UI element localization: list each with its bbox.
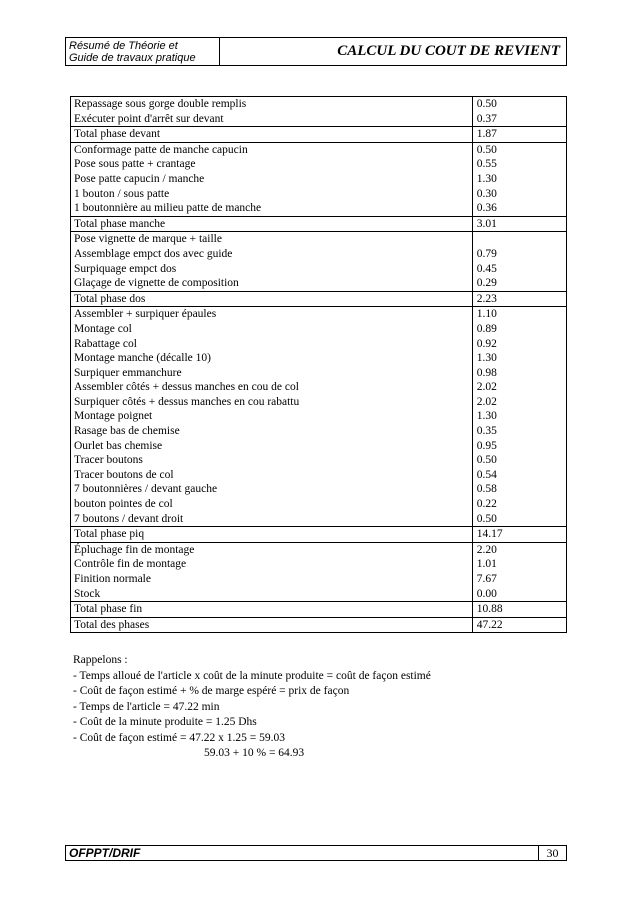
header-left-box bbox=[66, 38, 220, 65]
phase-total-label-cell bbox=[71, 291, 473, 307]
operation-time: 0.89 bbox=[476, 322, 497, 335]
operations-group-row bbox=[71, 142, 567, 216]
phase-total-value-cell bbox=[472, 602, 566, 618]
operation-label: Rabattage col bbox=[74, 337, 137, 350]
operation-label: 1 bouton / sous patte bbox=[74, 187, 170, 200]
operation-label: Exécuter point d'arrêt sur devant bbox=[74, 112, 224, 125]
operation-labels-cell bbox=[71, 97, 473, 127]
operation-label: Stock bbox=[74, 587, 101, 600]
operation-label: Épluchage fin de montage bbox=[74, 543, 195, 556]
operation-label: Contrôle fin de montage bbox=[74, 558, 187, 571]
phase-total-label: Total phase piq bbox=[74, 528, 145, 541]
operation-time: 0.37 bbox=[476, 112, 497, 125]
header-subtitle-line1: Résumé de Théorie et bbox=[69, 40, 178, 52]
operation-label: Montage poignet bbox=[74, 410, 153, 423]
operation-label: Pose vignette de marque + taille bbox=[74, 233, 222, 246]
phase-total-label-cell bbox=[71, 602, 473, 618]
operation-time: 0.58 bbox=[476, 483, 497, 496]
operation-time: 2.02 bbox=[476, 381, 497, 394]
operation-time: 0.35 bbox=[476, 425, 497, 438]
operation-label: Tracer boutons de col bbox=[74, 468, 174, 481]
footer-organization: OFPPT/DRIF bbox=[69, 846, 141, 860]
operation-label: Assemblage empct dos avec guide bbox=[74, 247, 233, 260]
operation-label: Glaçage de vignette de composition bbox=[74, 277, 239, 290]
operation-label: Repassage sous gorge double remplis bbox=[74, 98, 247, 110]
operation-label: Montage manche (décalle 10) bbox=[74, 352, 211, 365]
operations-group-row bbox=[71, 232, 567, 291]
header-subtitle-line2: Guide de travaux pratique bbox=[69, 52, 196, 64]
operation-label: Montage col bbox=[74, 322, 132, 335]
grand-total-row bbox=[71, 617, 567, 633]
phase-total-row bbox=[71, 291, 567, 307]
notes-calculation-line: 59.03 + 10 % = 64.93 bbox=[204, 747, 305, 759]
operation-time: 0.79 bbox=[476, 247, 497, 260]
phase-total-value-cell bbox=[472, 216, 566, 232]
operation-time: 0.54 bbox=[476, 468, 497, 481]
operation-labels-cell bbox=[71, 307, 473, 527]
phase-total-row bbox=[71, 216, 567, 232]
operation-time: 0.30 bbox=[476, 187, 497, 200]
phase-total-row bbox=[71, 602, 567, 618]
operation-values-cell bbox=[472, 142, 566, 216]
operation-label: Ourlet bas chemise bbox=[74, 439, 163, 452]
operation-time: 0.50 bbox=[476, 454, 497, 467]
operation-time: 0.55 bbox=[476, 158, 497, 171]
header-title: CALCUL DU COUT DE REVIENT bbox=[337, 43, 560, 59]
notes-line: - Coût de façon estimé = 47.22 x 1.25 = 59.03 bbox=[73, 731, 285, 744]
phase-total-label-cell bbox=[71, 527, 473, 543]
phase-total-label: Total phase fin bbox=[74, 603, 143, 616]
phase-total-label: Total phase dos bbox=[74, 292, 146, 305]
operation-time: 1.30 bbox=[476, 172, 497, 185]
operation-time: 2.02 bbox=[476, 395, 497, 408]
operation-time: 0.36 bbox=[476, 202, 497, 215]
operation-time: 0.50 bbox=[476, 512, 497, 525]
operation-time: 1.30 bbox=[476, 352, 497, 365]
phase-total-value: 1.87 bbox=[476, 128, 497, 141]
operations-group-row bbox=[71, 542, 567, 601]
operation-label: Finition normale bbox=[74, 573, 151, 585]
operation-values-cell bbox=[472, 307, 566, 527]
grand-total-value: 47.22 bbox=[476, 618, 503, 631]
operation-label: 1 boutonnière au milieu patte de manche bbox=[74, 202, 262, 215]
operation-time: 2.20 bbox=[476, 543, 497, 556]
phase-total-value: 3.01 bbox=[476, 217, 497, 230]
notes-section bbox=[73, 653, 431, 762]
operation-labels-cell bbox=[71, 232, 473, 291]
operation-time: 7.67 bbox=[476, 573, 497, 585]
operation-label: 7 boutons / devant droit bbox=[74, 512, 184, 525]
operation-time: 1.30 bbox=[476, 410, 497, 423]
operation-label: Pose sous patte + crantage bbox=[74, 158, 196, 171]
operation-label: bouton pointes de col bbox=[74, 498, 173, 511]
operation-time: 0.95 bbox=[476, 439, 497, 452]
phase-total-label-cell bbox=[71, 216, 473, 232]
operation-labels-cell bbox=[71, 142, 473, 216]
phase-total-label: Total phase devant bbox=[74, 128, 161, 141]
operation-time: 1.01 bbox=[476, 558, 497, 571]
notes-line: - Temps de l'article = 47.22 min bbox=[73, 700, 220, 713]
phase-total-label-cell bbox=[71, 127, 473, 143]
operation-label: Assembler + surpiquer épaules bbox=[74, 308, 217, 321]
operation-values-cell bbox=[472, 97, 566, 127]
operation-values-cell bbox=[472, 232, 566, 291]
grand-total-label-cell bbox=[71, 617, 473, 633]
grand-total-label: Total des phases bbox=[74, 618, 150, 631]
operation-label: Assembler côtés + dessus manches en cou de col bbox=[74, 381, 299, 394]
operation-time: 0.22 bbox=[476, 498, 497, 511]
operation-label: Pose patte capucin / manche bbox=[74, 172, 205, 185]
page-header bbox=[65, 37, 567, 66]
operation-time: 0.92 bbox=[476, 337, 497, 350]
phase-total-value: 2.23 bbox=[476, 292, 497, 305]
operation-time: 1.10 bbox=[476, 308, 497, 321]
operation-labels-cell bbox=[71, 542, 473, 601]
page-number: 30 bbox=[538, 846, 566, 860]
phase-total-value-cell bbox=[472, 291, 566, 307]
notes-line: - Coût de la minute produite = 1.25 Dhs bbox=[73, 716, 257, 728]
operation-label: Surpiquer emmanchure bbox=[74, 366, 182, 379]
operation-label: Conformage patte de manche capucin bbox=[74, 143, 248, 156]
operation-time bbox=[477, 232, 566, 247]
phase-total-value: 14.17 bbox=[476, 528, 503, 541]
grand-total-value-cell bbox=[472, 617, 566, 633]
phase-total-value-cell bbox=[472, 127, 566, 143]
notes-line: - Temps alloué de l'article x coût de la minute produite = coût de façon estimé bbox=[73, 669, 431, 682]
operation-time: 0.00 bbox=[476, 587, 497, 600]
phase-total-row bbox=[71, 527, 567, 543]
phase-total-label: Total phase manche bbox=[74, 217, 166, 230]
notes-line: - Coût de façon estimé + % de marge espéré = prix de façon bbox=[73, 685, 350, 697]
operation-label: Rasage bas de chemise bbox=[74, 425, 180, 438]
operation-label: Tracer boutons bbox=[74, 454, 143, 467]
page-footer bbox=[65, 845, 567, 861]
operation-label: Surpiquer côtés + dessus manches en cou rabattu bbox=[74, 395, 300, 408]
operations-group-row bbox=[71, 307, 567, 527]
operations-group-row bbox=[71, 97, 567, 127]
phase-total-value: 10.88 bbox=[476, 603, 503, 616]
operations-table bbox=[70, 96, 567, 633]
operation-time: 0.98 bbox=[476, 366, 497, 379]
operation-label: 7 boutonnières / devant gauche bbox=[74, 483, 218, 496]
notes-title: Rappelons : bbox=[73, 654, 128, 666]
operation-time: 0.50 bbox=[476, 98, 497, 110]
phase-total-value-cell bbox=[472, 527, 566, 543]
phase-total-row bbox=[71, 127, 567, 143]
operation-time: 0.45 bbox=[476, 262, 497, 275]
operation-time: 0.50 bbox=[476, 143, 497, 156]
operation-time: 0.29 bbox=[476, 277, 497, 290]
operation-values-cell bbox=[472, 542, 566, 601]
operation-label: Surpiquage empct dos bbox=[74, 262, 177, 275]
